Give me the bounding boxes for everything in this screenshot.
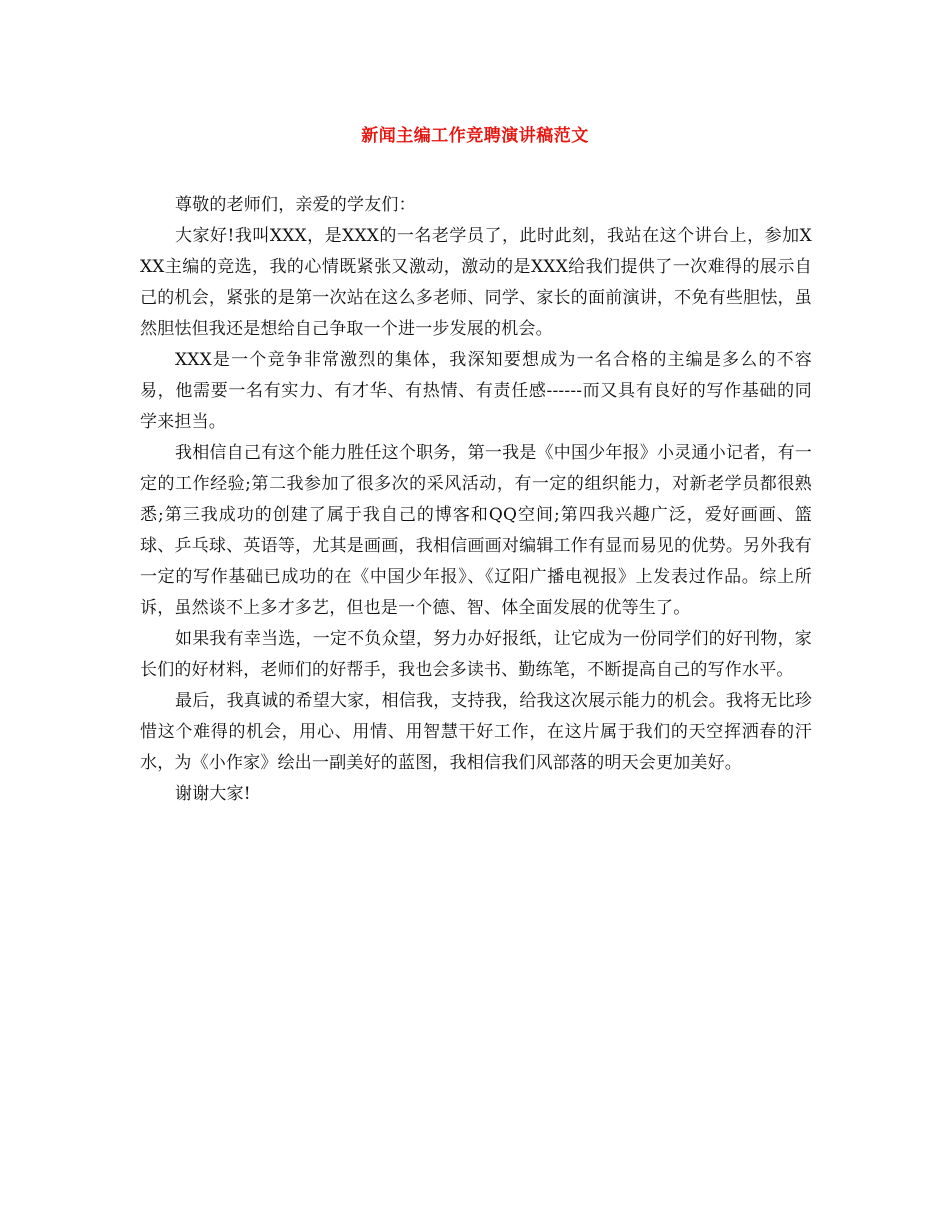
body-paragraph: 我相信自己有这个能力胜任这个职务，第一我是《中国少年报》小灵通小记者，有一定的工作经验;第二我参加了很多次的采风活动，有一定的组织能力，对新老学员都很熟悉;第三我成功的创建了属于我自己的博客和QQ空间;第四我兴趣广泛，爱好画画、篮球、乒乓球、英语等，尤其是画画，我相信画画对编辑工作有显而易见的优势。另外我有一定的写作基础已成功的在《中国少年报》、《辽阳广播电视报》上发表过作品。综上所诉，虽然谈不上多才多艺，但也是一个德、智、体全面发展的优等生了。 — [140, 443, 812, 618]
body-paragraph: 最后，我真诚的希望大家，相信我，支持我，给我这次展示能力的机会。我将无比珍惜这个难得的机会，用心、用情、用智慧干好工作，在这片属于我们的天空挥洒春的汗水，为《小作家》绘出一副美好的蓝图，我相信我们风部落的明天会更加美好。 — [140, 691, 812, 773]
body-paragraph: 大家好!我叫XXX，是XXX的一名老学员了，此时此刻，我站在这个讲台上，参加XXX主编的竞选，我的心情既紧张又激动，激动的是XXX给我们提供了一次难得的展示自己的机会，紧张的是第一次站在这么多老师、同学、家长的面前演讲，不免有些胆怯，虽然胆怯但我还是想给自己争取一个进一步发展的机会。 — [140, 226, 812, 339]
salutation-paragraph: 尊敬的老师们，亲爱的学友们： — [175, 195, 416, 215]
body-paragraph: XXX是一个竞争非常激烈的集体，我深知要想成为一名合格的主编是多么的不容易，他需要一名有实力、有才华、有热情、有责任感------而又具有良好的写作基础的同学来担当。 — [140, 350, 812, 432]
document-title: 新闻主编工作竞聘演讲稿范文 — [361, 126, 589, 146]
body-paragraph: 如果我有幸当选，一定不负众望，努力办好报纸，让它成为一份同学们的好刊物，家长们的好材料，老师们的好帮手，我也会多读书、勤练笔，不断提高自己的写作水平。 — [140, 629, 812, 680]
document-body — [140, 190, 812, 810]
closing-paragraph: 谢谢大家! — [175, 784, 251, 804]
